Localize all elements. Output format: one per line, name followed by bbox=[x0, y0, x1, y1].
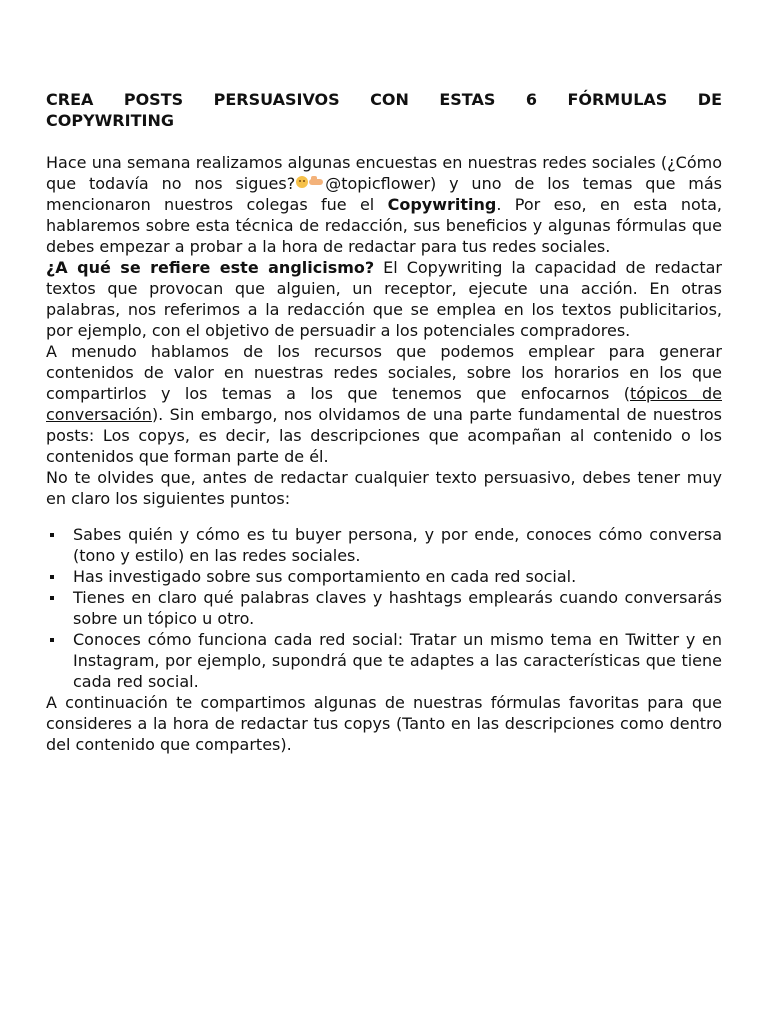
resources-text-b: ). Sin embargo, nos olvidamos de una parte fundamental de nuestros posts: Los copys, es decir, las descripciones que acompañan al contenido o los contenidos que forman parte de él. bbox=[46, 405, 722, 466]
reminder-paragraph: No te olvides que, antes de redactar cualquier texto persuasivo, debes tener muy en claro los siguientes puntos: bbox=[46, 468, 722, 508]
bullet-icon bbox=[50, 533, 54, 537]
title-line-2: COPYWRITING bbox=[46, 111, 174, 130]
topicos-de-conversacion-link[interactable]: tópicos de conversación bbox=[46, 384, 722, 424]
list-item-text: Tienes en claro qué palabras claves y hashtags emplearás cuando conversarás sobre un tópico u otro. bbox=[73, 588, 722, 628]
list-item bbox=[46, 524, 722, 566]
checklist bbox=[46, 524, 722, 692]
document-page bbox=[46, 89, 722, 755]
bullet-icon bbox=[50, 575, 54, 579]
definition-question: ¿A qué se refiere este anglicismo? bbox=[46, 258, 375, 277]
definition-paragraph bbox=[46, 257, 722, 341]
bullet-icon bbox=[50, 638, 54, 642]
list-item bbox=[46, 629, 722, 692]
list-item bbox=[46, 566, 722, 587]
document-title bbox=[46, 89, 722, 131]
definition-text: El Copywriting la capacidad de redactar textos que provocan que alguien, un receptor, ejecute una acción. En otras palabras, nos referimos a la redacción que se emplea en los textos publicitarios, por ejemplo, con el objetivo de persuadir a los potenciales compradores. bbox=[46, 258, 723, 340]
intro-paragraph bbox=[46, 152, 722, 257]
list-item-text: Has investigado sobre sus comportamiento en cada red social. bbox=[73, 567, 577, 586]
intro-text-c: . Por eso, en esta nota, hablaremos sobre esta técnica de redacción, sus beneficios y algunas fórmulas que debes empezar a probar a la hora de redactar para tus redes sociales. bbox=[46, 195, 722, 256]
intro-text-a: Hace una semana realizamos algunas encuestas en nuestras redes sociales (¿Cómo que todavía no nos sigues? bbox=[46, 153, 722, 193]
resources-paragraph bbox=[46, 341, 722, 467]
list-item-text: Conoces cómo funciona cada red social: Tratar un mismo tema en Twitter y en Instagram, por ejemplo, supondrá que te adaptes a las características que tiene cada red social. bbox=[73, 630, 722, 691]
title-line-1: CREA POSTS PERSUASIVOS CON ESTAS 6 FÓRMULAS DE bbox=[46, 90, 722, 109]
list-item-text: Sabes quién y cómo es tu buyer persona, y por ende, conoces cómo conversa (tono y estilo) en las redes sociales. bbox=[73, 525, 722, 565]
list-item bbox=[46, 587, 722, 629]
intro-bold-copywriting: Copywriting bbox=[387, 195, 497, 214]
winking-face-pointing-hand-icon bbox=[295, 175, 325, 190]
resources-text-a: A menudo hablamos de los recursos que podemos emplear para generar contenidos de valor en nuestras redes sociales, sobre los horarios en los que compartirlos y los temas a los que tenemos que enfocarnos ( bbox=[46, 342, 722, 403]
bullet-icon bbox=[50, 596, 54, 600]
intro-text-b: @topicflower) y uno de los temas que más mencionaron nuestros colegas fue el bbox=[46, 174, 723, 214]
closing-paragraph: A continuación te compartimos algunas de nuestras fórmulas favoritas para que consideres a la hora de redactar tus copys (Tanto en las descripciones como dentro del contenido que compartes). bbox=[46, 693, 722, 754]
